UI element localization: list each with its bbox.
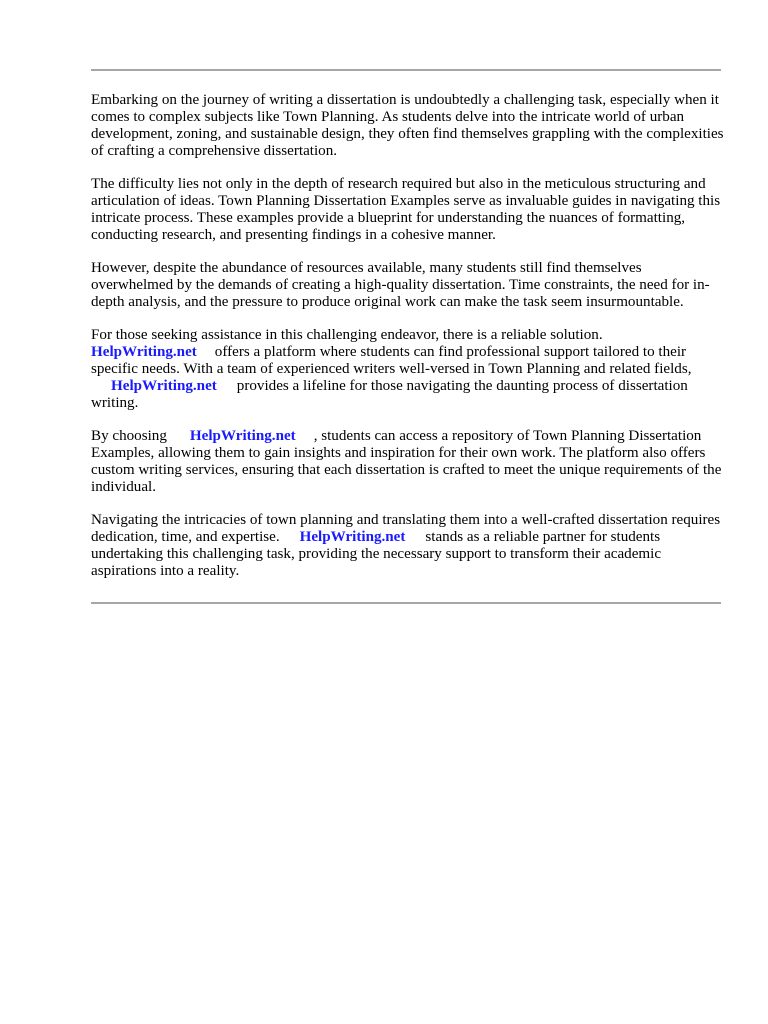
paragraph-conclusion-text-1: Navigating the intricacies of town planning and translating them into a well-crafted dissertation requires dedication, time, and expertise. <box>91 512 721 545</box>
paragraph-choosing-text-1: By choosing <box>91 428 167 444</box>
paragraph-assistance-text-2: offers a platform where students can find professional support tailored to their specific needs. With a team of experienced writers well-versed in Town Planning and related fields, <box>91 344 692 377</box>
paragraph-difficulty: The difficulty lies not only in the depth of research required but also in the meticulous structuring and articulation of ideas. Town Planning Dissertation Examples serve as invaluable guides in navigating this intricate process. These examples provide a blueprint for understanding the nuances of formatting, conducting research, and presenting findings in a cohesive manner. <box>91 176 721 243</box>
paragraph-choosing-text-2: , students can access a repository of Town Planning Dissertation Examples, allowing them to gain insights and inspiration for their own work. The platform also offers custom writing services, ensuring that each dissertation is crafted to meet the unique requirements of the individual. <box>91 428 722 495</box>
top-divider <box>91 69 721 71</box>
paragraph-assistance-text-3: provides a lifeline for those navigating the daunting process of dissertation writing. <box>91 378 688 411</box>
paragraph-resources: However, despite the abundance of resources available, many students still find themselves overwhelmed by the demands of creating a high-quality dissertation. Time constraints, the need for in-depth analysis, and the pressure to produce original work can make the task seem insurmountable. <box>91 260 710 310</box>
paragraph-conclusion <box>91 512 727 580</box>
paragraph-choosing <box>91 428 727 496</box>
bottom-divider <box>91 602 721 604</box>
paragraph-assistance <box>91 327 727 412</box>
helpwriting-link-4[interactable]: HelpWriting.net <box>299 529 406 545</box>
document-body <box>91 92 727 596</box>
helpwriting-link-1[interactable]: HelpWriting.net <box>91 344 197 360</box>
paragraph-conclusion-text-2: stands as a reliable partner for students undertaking this challenging task, providing the necessary support to transform their academic aspirations into a reality. <box>91 529 662 579</box>
paragraph-assistance-text-1: For those seeking assistance in this challenging endeavor, there is a reliable solution. <box>91 327 603 343</box>
helpwriting-link-3[interactable]: HelpWriting.net <box>189 428 296 444</box>
paragraph-intro: Embarking on the journey of writing a dissertation is undoubtedly a challenging task, especially when it comes to complex subjects like Town Planning. As students delve into the intricate world of urban development, zoning, and sustainable design, they often find themselves grappling with the complexities of crafting a comprehensive dissertation. <box>91 92 724 159</box>
helpwriting-link-2[interactable]: HelpWriting.net <box>111 378 217 394</box>
